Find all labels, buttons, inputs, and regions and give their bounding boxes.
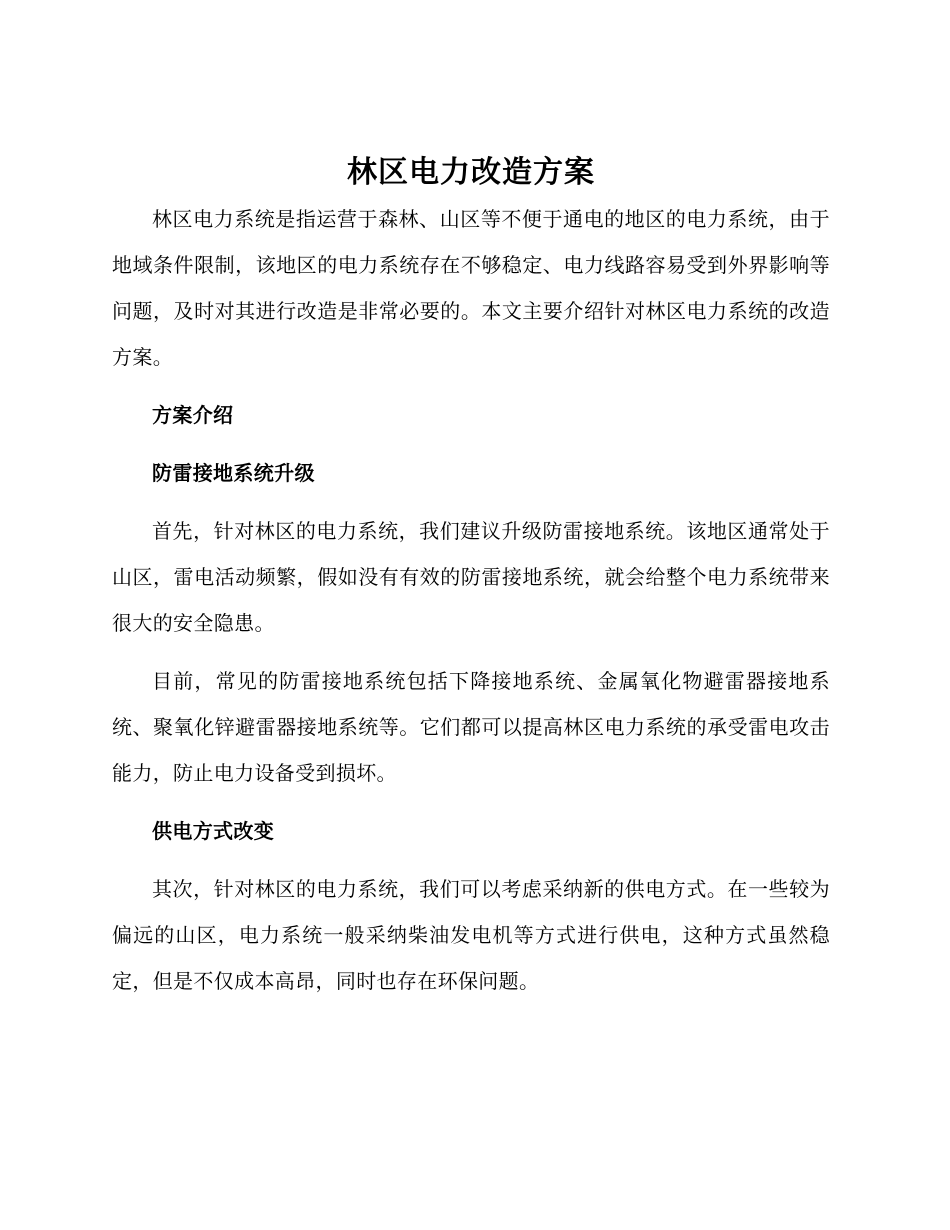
paragraph-power-supply-1: 其次，针对林区的电力系统，我们可以考虑采纳新的供电方式。在一些较为偏远的山区，电力系统一般采纳柴油发电机等方式进行供电，这种方式虽然稳定，但是不仅成本高昂，同时也存在环保问题。 — [112, 877, 830, 993]
subsection-heading-power-supply: 供电方式改变 — [152, 819, 275, 843]
spacer — [112, 796, 830, 808]
spacer — [112, 646, 830, 658]
subsection-heading-lightning: 防雷接地系统升级 — [152, 461, 315, 485]
spacer — [112, 438, 830, 450]
spacer — [112, 496, 830, 508]
spacer — [112, 854, 830, 866]
paragraph-lightning-2: 目前，常见的防雷接地系统包括下降接地系统、金属氧化物避雷器接地系统、聚氧化锌避雷器接地系统等。它们都可以提高林区电力系统的承受雷电攻击能力，防止电力设备受到损坏。 — [112, 669, 830, 785]
spacer — [112, 380, 830, 392]
section-heading: 方案介绍 — [152, 403, 234, 427]
document-title: 林区电力改造方案 — [347, 155, 595, 190]
paragraph-lightning-1: 首先，针对林区的电力系统，我们建议升级防雷接地系统。该地区通常处于山区，雷电活动频繁，假如没有有效的防雷接地系统，就会给整个电力系统带来很大的安全隐患。 — [112, 519, 830, 635]
intro-paragraph: 林区电力系统是指运营于森林、山区等不便于通电的地区的电力系统，由于地域条件限制，该地区的电力系统存在不够稳定、电力线路容易受到外界影响等问题，及时对其进行改造是非常必要的。本文主要介绍针对林区电力系统的改造方案。 — [112, 207, 830, 369]
document-body — [112, 150, 830, 1004]
